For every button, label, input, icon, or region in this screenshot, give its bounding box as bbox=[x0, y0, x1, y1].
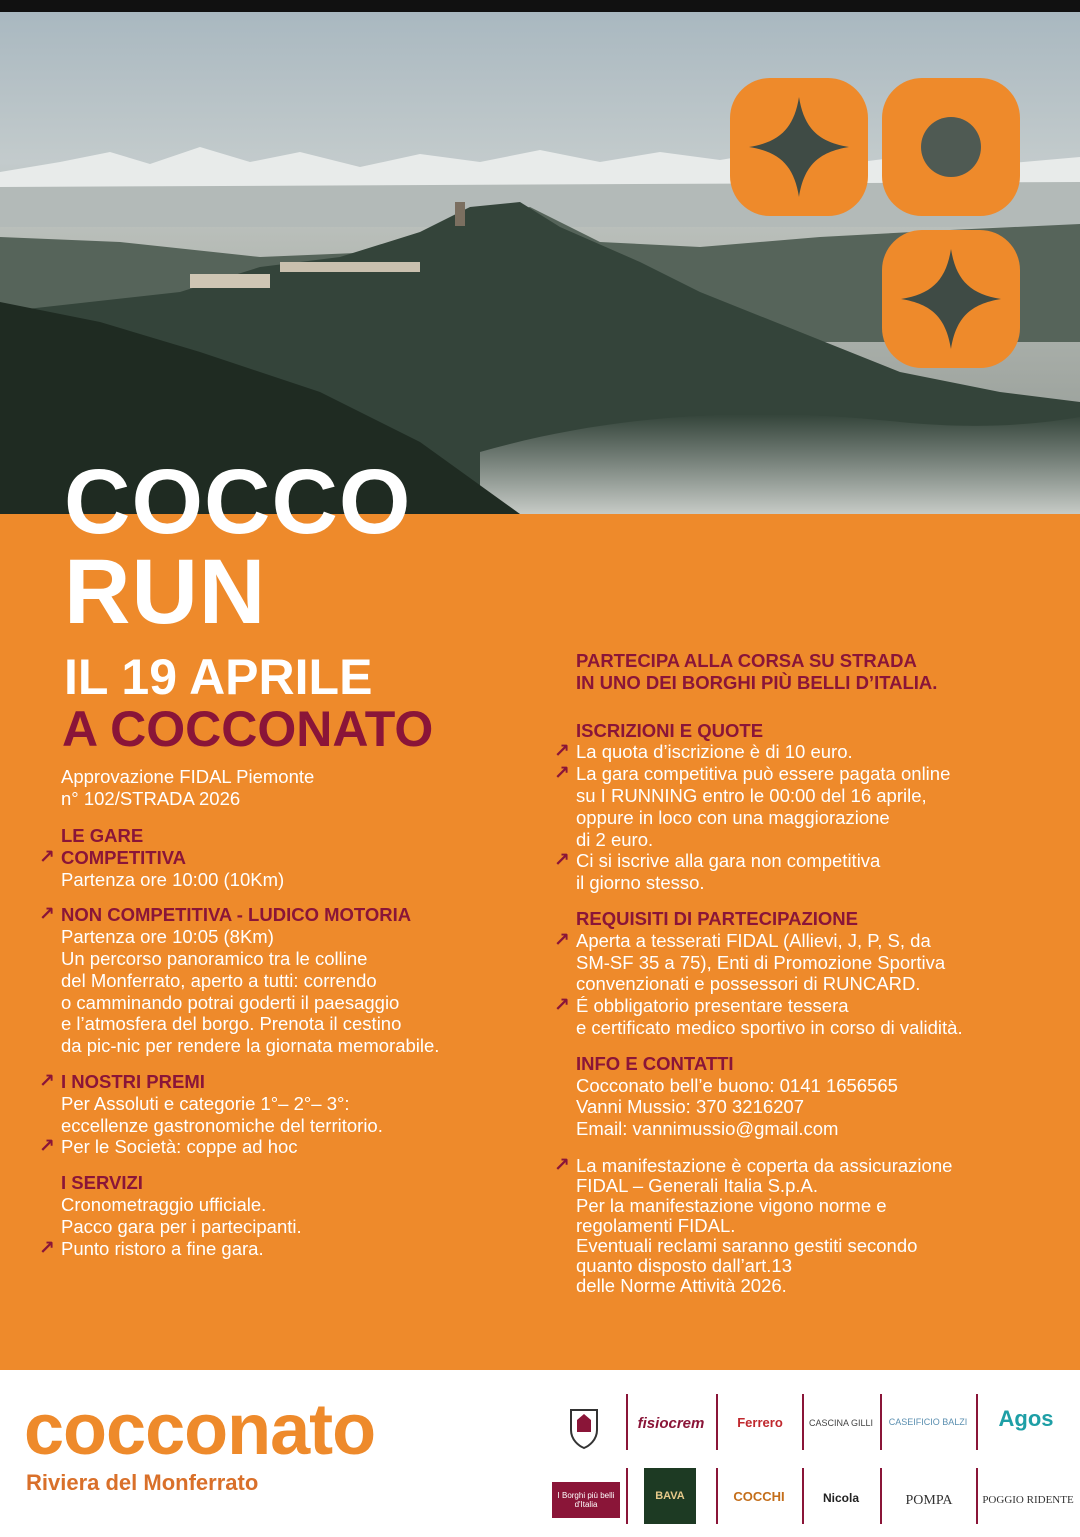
sponsor-pompa: POMPA bbox=[905, 1493, 953, 1508]
hero-photo bbox=[0, 12, 1080, 514]
sponsor-divider bbox=[880, 1394, 882, 1450]
arrow-icon: ↗ bbox=[39, 846, 55, 868]
servizi-last-text: Punto ristoro a fine gara. bbox=[61, 1237, 264, 1259]
sponsor-poggio-ridente: POGGIO RIDENTE bbox=[982, 1494, 1074, 1506]
servizi-heading: I SERVIZI bbox=[61, 1172, 143, 1194]
left-column bbox=[39, 825, 521, 1259]
servizi-section bbox=[61, 1172, 521, 1237]
competitive-start: Partenza ore 10:00 (10Km) bbox=[61, 868, 285, 890]
assic-line: FIDAL – Generali Italia S.p.A. bbox=[576, 1174, 818, 1196]
iscrizioni-line: oppure in loco con una maggiorazione bbox=[576, 806, 890, 828]
requisiti-item bbox=[554, 995, 1046, 1039]
requisiti-line: e certificato medico sportivo in corso di validità. bbox=[576, 1016, 963, 1038]
approval-line-1: Approvazione FIDAL Piemonte bbox=[61, 766, 315, 787]
assicurazione bbox=[554, 1154, 1046, 1296]
title-line-1: COCCO bbox=[64, 451, 412, 553]
intro-line: PARTECIPA ALLA CORSA SU STRADA bbox=[576, 650, 917, 671]
iscrizioni-item bbox=[554, 741, 1046, 763]
premi-line: Per Assoluti e categorie 1°– 2°– 3°: bbox=[61, 1092, 350, 1114]
sponsor-divider bbox=[802, 1468, 804, 1524]
event-date: IL 19 APRILE bbox=[64, 649, 373, 705]
info-line: Email: vannimussio@gmail.com bbox=[576, 1118, 839, 1140]
brand-subtitle: Riviera del Monferrato bbox=[26, 1470, 259, 1495]
arrow-icon: ↗ bbox=[554, 850, 570, 872]
noncompetitive-start: Partenza ore 10:05 (8Km) bbox=[61, 926, 274, 948]
sponsor-bava: BAVA bbox=[644, 1468, 696, 1524]
arrow-icon: ↗ bbox=[39, 1136, 55, 1158]
cocconato-logo-icon bbox=[24, 1400, 514, 1464]
sponsor-nicola: Nicola bbox=[822, 1491, 859, 1505]
sponsor-borghi: I Borghi più belli d'Italia bbox=[552, 1482, 620, 1518]
competitive-title: COMPETITIVA bbox=[61, 846, 187, 868]
sponsor-agos: Agos bbox=[998, 1406, 1054, 1431]
iscrizioni-line: il giorno stesso. bbox=[576, 872, 705, 894]
sponsor-divider bbox=[626, 1394, 628, 1450]
title-line-2: RUN bbox=[64, 541, 267, 643]
noncompetitive-desc-line: da pic-nic per rendere la giornata memorabile. bbox=[61, 1035, 440, 1057]
assic-line: quanto disposto dall’art.13 bbox=[576, 1254, 792, 1276]
arrow-icon: ↗ bbox=[554, 763, 570, 785]
sponsor-cascina-gilli: CASCINA GILLI bbox=[808, 1418, 874, 1428]
requisiti-line: convenzionati e possessori di RUNCARD. bbox=[576, 973, 921, 995]
arrow-icon: ↗ bbox=[554, 995, 570, 1017]
sponsor-divider bbox=[716, 1468, 718, 1524]
noncompetitive-race bbox=[39, 904, 521, 1057]
coco-star-logo-icon bbox=[730, 78, 1022, 370]
info-heading: INFO E CONTATTI bbox=[576, 1052, 734, 1074]
sponsor-divider bbox=[802, 1394, 804, 1450]
requisiti-line: SM-SF 35 a 75), Enti di Promozione Sportiva bbox=[576, 951, 946, 973]
premi-societa bbox=[39, 1136, 521, 1158]
servizi-line: Pacco gara per i partecipanti. bbox=[61, 1215, 302, 1237]
assic-line: Per la manifestazione vigono norme e bbox=[576, 1194, 887, 1216]
assic-line: Eventuali reclami saranno gestiti secondo bbox=[576, 1234, 918, 1256]
gare-heading: LE GARE bbox=[61, 825, 144, 846]
premi-section bbox=[39, 1070, 521, 1136]
noncompetitive-desc-line: del Monferrato, aperto a tutti: correndo bbox=[61, 969, 377, 991]
sponsor-divider bbox=[880, 1468, 882, 1524]
arrow-icon: ↗ bbox=[39, 904, 55, 926]
noncompetitive-desc-line: e l’atmosfera del borgo. Prenota il cestino bbox=[61, 1013, 402, 1035]
info-line: Vanni Mussio: 370 3216207 bbox=[576, 1096, 804, 1118]
requisiti-line: Aperta a tesserati FIDAL (Allievi, J, P, S, da bbox=[576, 929, 931, 951]
servizi-last bbox=[39, 1237, 521, 1260]
right-column bbox=[554, 650, 1046, 1296]
servizi-line: Cronometraggio ufficiale. bbox=[61, 1193, 267, 1215]
premi-heading: I NOSTRI PREMI bbox=[61, 1070, 205, 1092]
premi-societa-text: Per le Società: coppe ad hoc bbox=[61, 1136, 298, 1158]
sponsor-divider bbox=[716, 1394, 718, 1450]
info-line: Cocconato bell’e buono: 0141 1656565 bbox=[576, 1074, 898, 1096]
sponsor-divider bbox=[976, 1394, 978, 1450]
iscrizioni-line: su I RUNNING entro le 00:00 del 16 aprile, bbox=[576, 784, 927, 806]
requisiti-item bbox=[554, 929, 1046, 995]
approval bbox=[61, 766, 314, 810]
arrow-icon: ↗ bbox=[39, 1237, 55, 1259]
iscrizioni-line: La gara competitiva può essere pagata online bbox=[576, 763, 951, 785]
sponsor-caseificio-balzi: CASEIFICIO BALZI bbox=[888, 1417, 968, 1427]
iscrizioni-line: di 2 euro. bbox=[576, 828, 654, 850]
arrow-icon: ↗ bbox=[554, 1154, 570, 1176]
noncompetitive-title: NON COMPETITIVA - LUDICO MOTORIA bbox=[61, 904, 412, 926]
iscrizioni-item bbox=[554, 850, 1046, 894]
assic-line: regolamenti FIDAL. bbox=[576, 1214, 736, 1236]
event-location: A COCCONATO bbox=[62, 701, 434, 757]
iscrizioni-line: Ci si iscrive alla gara non competitiva bbox=[576, 850, 881, 872]
brand-name: cocconato bbox=[24, 1400, 376, 1464]
requisiti-heading: REQUISITI DI PARTECIPAZIONE bbox=[576, 907, 858, 929]
iscrizioni-item bbox=[554, 763, 1046, 850]
iscrizioni-heading: ISCRIZIONI E QUOTE bbox=[576, 719, 764, 741]
arrow-icon: ↗ bbox=[39, 1070, 55, 1092]
noncompetitive-desc-line: Un percorso panoramico tra le colline bbox=[61, 947, 368, 969]
assic-line: delle Norme Attività 2026. bbox=[576, 1274, 787, 1296]
footer bbox=[0, 1370, 1080, 1537]
assic-line: La manifestazione è coperta da assicurazione bbox=[576, 1154, 953, 1176]
sponsor-divider bbox=[626, 1468, 628, 1524]
competitive-race bbox=[39, 846, 521, 891]
sponsor-fisiocrem: fisiocrem bbox=[637, 1414, 705, 1432]
sponsor-divider bbox=[976, 1468, 978, 1524]
noncompetitive-desc-line: o camminando potrai goderti il paesaggio bbox=[61, 991, 400, 1013]
premi-line: eccellenze gastronomiche del territorio. bbox=[61, 1114, 383, 1136]
sponsor-ferrero: Ferrero bbox=[737, 1414, 783, 1430]
requisiti-line: É obbligatorio presentare tessera bbox=[576, 995, 849, 1017]
comune-crest-icon bbox=[560, 1398, 608, 1458]
approval-line-2: n° 102/STRADA 2026 bbox=[61, 787, 241, 809]
arrow-icon: ↗ bbox=[554, 741, 570, 763]
arrow-icon: ↗ bbox=[554, 929, 570, 951]
sponsor-cocchi: COCCHI bbox=[733, 1488, 785, 1504]
iscrizioni-line: La quota d’iscrizione è di 10 euro. bbox=[576, 741, 853, 763]
intro-line: IN UNO DEI BORGHI PIÙ BELLI D’ITALIA. bbox=[576, 671, 938, 693]
